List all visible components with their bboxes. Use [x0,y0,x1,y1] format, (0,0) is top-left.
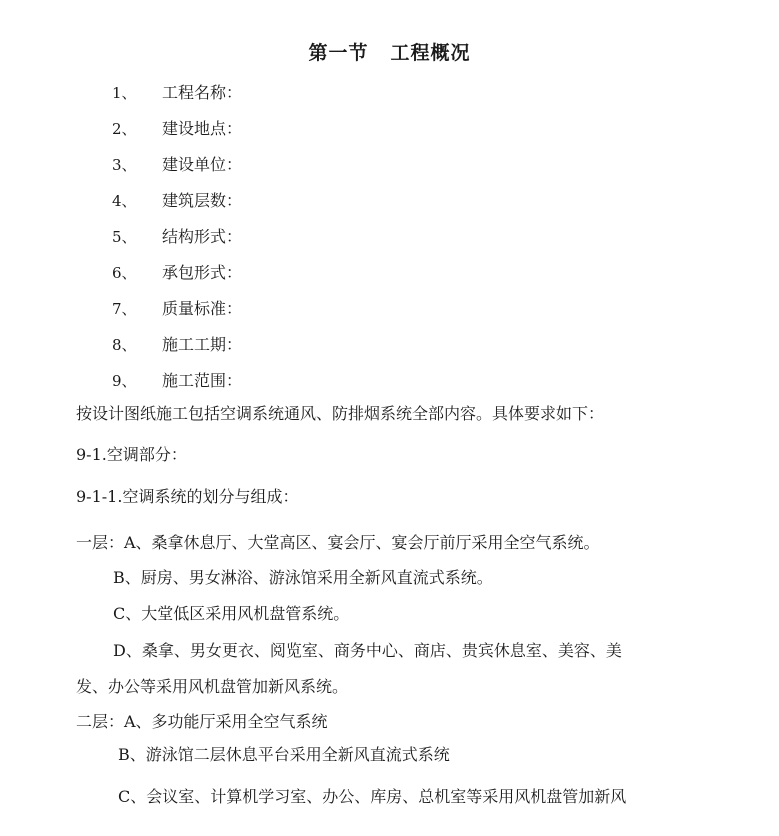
item-label: 施工工期： [162,335,243,354]
list-item [112,334,242,356]
item-number: 1、 [112,84,137,102]
list-item [112,370,242,392]
item-label: 建筑层数： [162,191,243,210]
item-label: 结构形式： [162,227,243,246]
item-number: 2、 [112,120,137,138]
floor2-line-a: 二层：A、多功能厅采用全空气系统 [76,712,328,731]
list-item [112,226,242,248]
item-number: 4、 [112,192,137,210]
section-title [0,38,779,65]
list-item [112,118,242,140]
item-number: 7、 [112,300,137,318]
floor2-line-b: B、游泳馆二层休息平台采用全新风直流式系统 [118,745,450,764]
floor1-line-b: B、厨房、男女淋浴、游泳馆采用全新风直流式系统。 [113,568,493,587]
floor1-line-d: D、桑拿、男女更衣、阅览室、商务中心、商店、贵宾休息室、美容、美 [113,641,622,660]
section-heading: 工程概况 [390,42,471,64]
heading-9-1-1: 9-1-1.空调系统的划分与组成： [76,487,299,506]
item-label: 承包形式： [162,263,243,282]
scope-paragraph: 按设计图纸施工包括空调系统通风、防排烟系统全部内容。具体要求如下： [76,404,605,423]
item-label: 工程名称： [162,83,243,102]
heading-9-1: 9-1.空调部分： [76,445,187,464]
floor1-line-d-cont: 发、办公等采用风机盘管加新风系统。 [76,677,349,696]
item-number: 9、 [112,372,137,390]
item-label: 建设地点： [162,119,243,138]
list-item [112,190,242,212]
list-item [112,154,242,176]
section-number: 第一节 [308,42,369,64]
item-label: 质量标准： [162,299,243,318]
item-label: 建设单位： [162,155,243,174]
item-number: 3、 [112,156,137,174]
list-item [112,262,242,284]
item-number: 5、 [112,228,137,246]
item-number: 8、 [112,336,137,354]
list-item [112,298,242,320]
list-item [112,82,242,104]
item-label: 施工范围： [162,371,243,390]
floor1-line-c: C、大堂低区采用风机盘管系统。 [113,604,350,623]
floor1-line-a: 一层：A、桑拿休息厅、大堂高区、宴会厅、宴会厅前厅采用全空气系统。 [76,533,600,552]
item-number: 6、 [112,264,137,282]
floor2-line-c: C、会议室、计算机学习室、办公、库房、总机室等采用风机盘管加新风 [118,787,627,806]
